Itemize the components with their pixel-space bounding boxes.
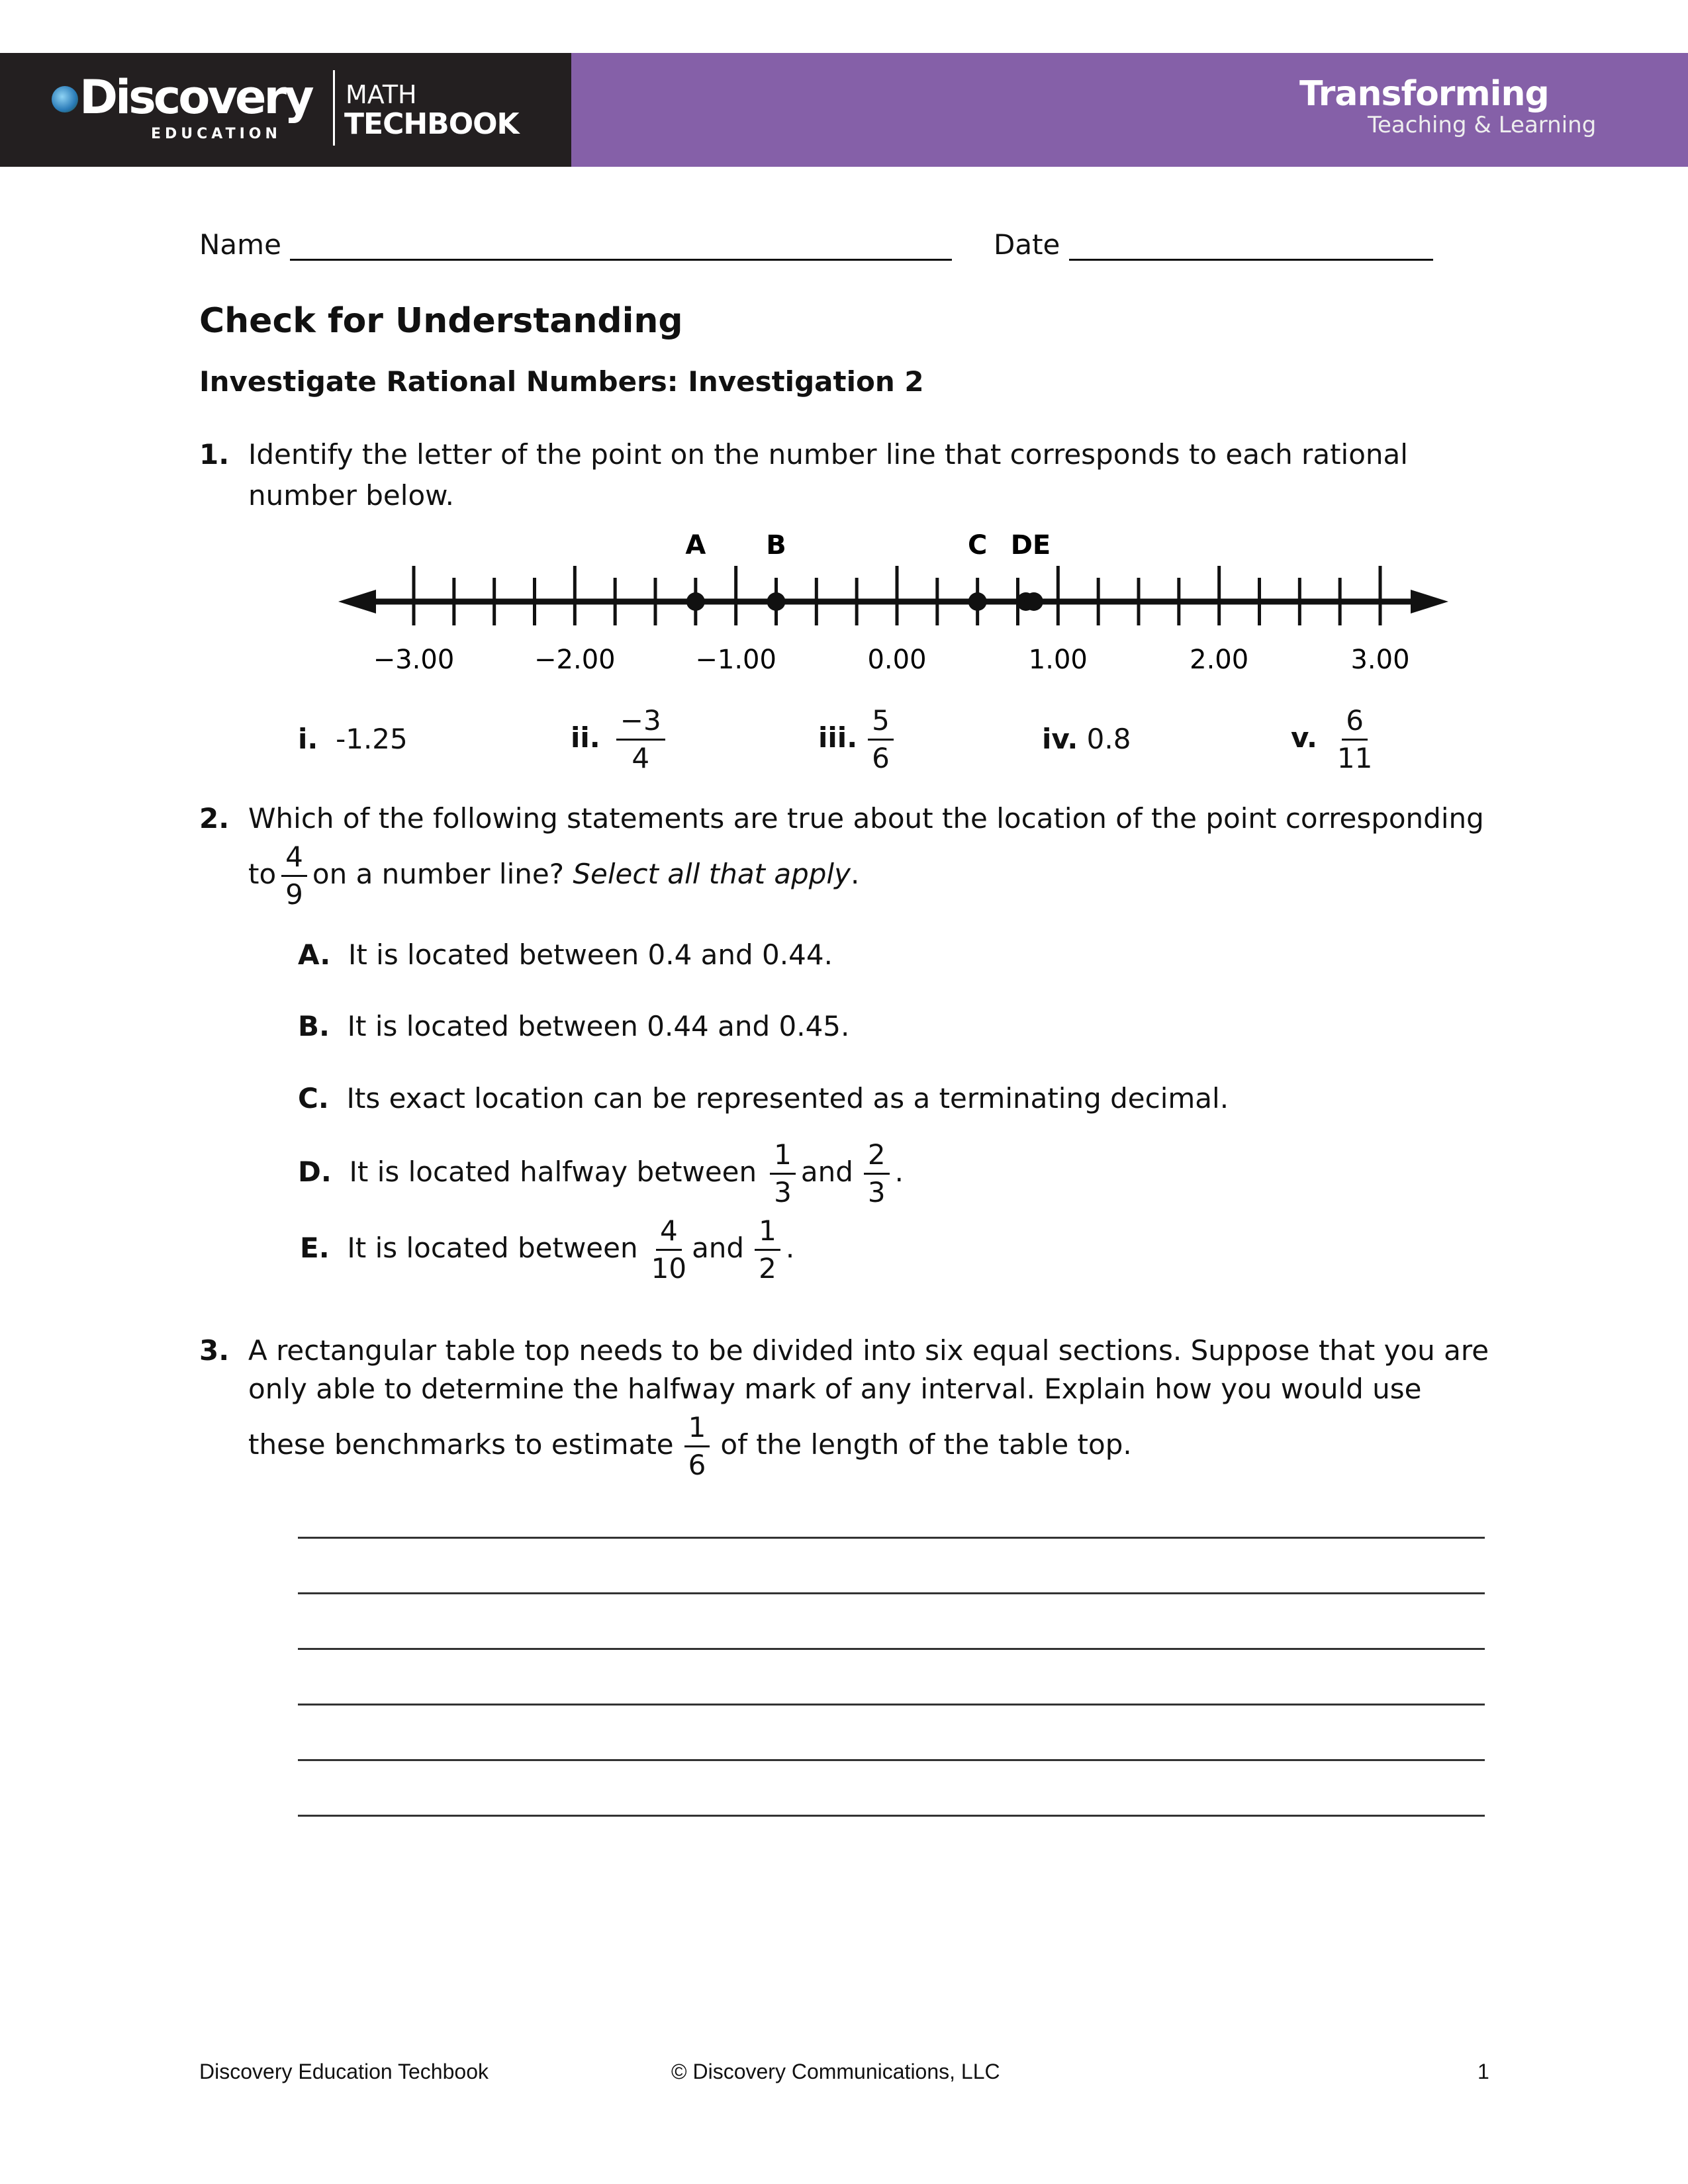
q3-number: 3. — [199, 1334, 230, 1367]
point-A — [686, 592, 705, 611]
tagline-transforming: Transforming — [1299, 74, 1549, 114]
education-logo-text: EDUCATION — [151, 126, 281, 142]
product-math: MATH — [346, 80, 417, 109]
q1-number: 1. — [199, 438, 230, 471]
tick-label: 0.00 — [867, 645, 927, 675]
point-label: C — [967, 530, 988, 561]
tick-label: −2.00 — [534, 645, 616, 675]
q2-option-b[interactable]: B. It is located between 0.44 and 0.45. — [298, 1010, 850, 1042]
answer-line[interactable] — [298, 1592, 1485, 1594]
q3-text-3: these benchmarks to estimate $\frac{1}{6}$ of the length of the table top. — [248, 1411, 1132, 1481]
q2-option-e[interactable]: E. It is located between $\frac{4}{10}$ and $\frac{1}{2}$ . — [300, 1214, 795, 1285]
q1-item-v: v. $\frac{6}{11}$ — [1291, 704, 1373, 774]
point-B — [767, 592, 786, 611]
footer-left: Discovery Education Techbook — [199, 2060, 489, 2083]
left-arrow-icon — [338, 590, 376, 614]
answer-line[interactable] — [298, 1759, 1485, 1761]
tick-label: 1.00 — [1028, 645, 1088, 675]
q2-option-c[interactable]: C. Its exact location can be represented as a terminating decimal. — [298, 1082, 1229, 1115]
q1-item-iii: iii. $\frac{5}{6}$ — [818, 703, 899, 776]
point-label: DE — [1010, 530, 1051, 561]
page-title: Check for Understanding — [199, 301, 683, 341]
number-line — [0, 516, 1688, 695]
name-field[interactable] — [199, 228, 952, 261]
q1-item-ii: ii. $\frac{-3}{4}$ — [571, 703, 671, 776]
right-arrow-icon — [1411, 590, 1448, 614]
q2-number: 2. — [199, 802, 230, 835]
q3-text-2: only able to determine the halfway mark of any interval. Explain how you would use — [248, 1373, 1422, 1405]
globe-icon — [52, 86, 78, 113]
q2-option-d[interactable]: D. It is located halfway between $\frac{1}{3}$ and $\frac{2}{3}$ . — [298, 1138, 904, 1208]
q1-item-i: i. -1.25 — [298, 723, 408, 755]
tick-label: 3.00 — [1350, 645, 1410, 675]
q2-option-a[interactable]: A. It is located between 0.4 and 0.44. — [298, 938, 833, 971]
answer-line[interactable] — [298, 1704, 1485, 1706]
tagline-teaching: Teaching & Learning — [1368, 112, 1597, 138]
tick-label: −1.00 — [695, 645, 776, 675]
product-techbook: TECHBOOK — [344, 107, 519, 141]
date-label: Date — [994, 228, 1060, 261]
q1-item-iv: iv. 0.8 — [1042, 723, 1131, 755]
logo-divider — [333, 70, 335, 146]
tick-label: −3.00 — [373, 645, 455, 675]
footer-copyright: © Discovery Communications, LLC — [671, 2060, 1000, 2083]
page-subtitle: Investigate Rational Numbers: Investigation 2 — [199, 365, 924, 398]
tick-label: 2.00 — [1190, 645, 1249, 675]
q3-text: A rectangular table top needs to be divided into six equal sections. Suppose that you are — [248, 1334, 1489, 1367]
point-label: A — [685, 530, 706, 561]
date-line[interactable] — [1069, 228, 1433, 261]
name-label: Name — [199, 228, 281, 261]
page-number: 1 — [1477, 2060, 1489, 2083]
q1-text-2: number below. — [248, 479, 454, 512]
point-E — [1025, 592, 1043, 611]
point-label: B — [766, 530, 786, 561]
q1-text: Identify the letter of the point on the number line that corresponds to each rational — [248, 438, 1408, 471]
answer-line[interactable] — [298, 1815, 1485, 1817]
discovery-logo: Discovery — [79, 70, 312, 124]
answer-line[interactable] — [298, 1648, 1485, 1650]
q2-text: Which of the following statements are true about the location of the point corresponding — [248, 802, 1484, 835]
q2-text-2: to $\frac{4}{9}$ on a number line? Select all that apply. — [248, 841, 860, 911]
date-field[interactable] — [994, 228, 1433, 261]
answer-line[interactable] — [298, 1537, 1485, 1539]
point-C — [968, 592, 987, 611]
name-line[interactable] — [290, 228, 952, 261]
